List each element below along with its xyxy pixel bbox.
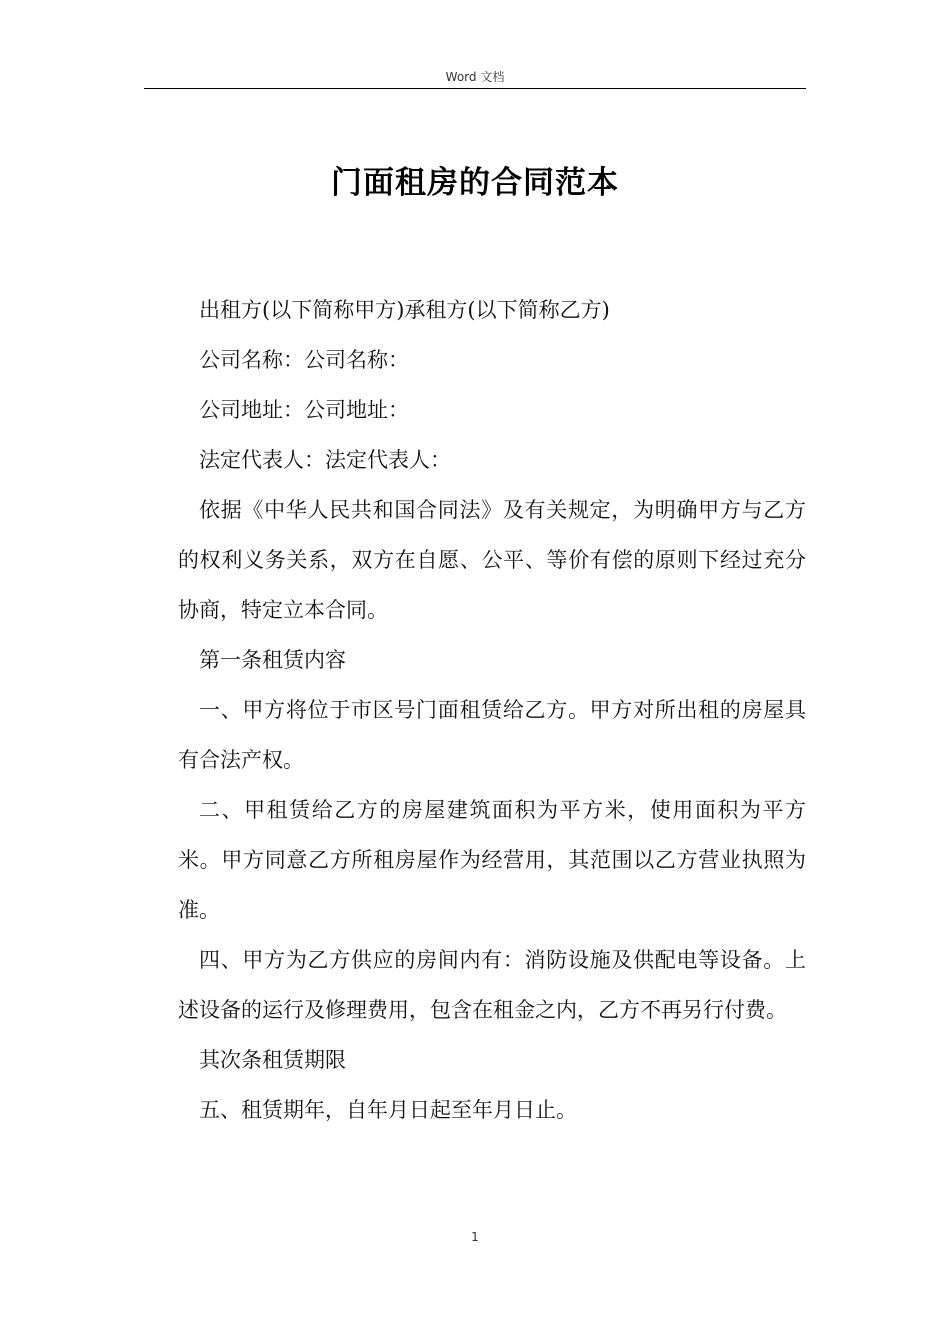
paragraph-clause-5: 五、租赁期年，自年月日起至年月日止。 (199, 1098, 577, 1122)
paragraph-legal-representative: 法定代表人：法定代表人： (199, 448, 451, 472)
paragraph-parties: 出租方(以下简称甲方)承租方(以下简称乙方) (199, 298, 610, 322)
page-header: Word 文档 (445, 70, 505, 84)
document-body (178, 285, 806, 1135)
page-number: 1 (471, 1230, 479, 1244)
paragraph-clause-1: 一、甲方将位于市区号门面租赁给乙方。甲方对所出租的房屋具有合法产权。 (178, 698, 806, 772)
paragraph-company-address: 公司地址：公司地址： (199, 398, 409, 422)
paragraph-company-name: 公司名称：公司名称： (199, 348, 409, 372)
paragraph-preamble: 依据《中华人民共和国合同法》及有关规定，为明确甲方与乙方的权利义务关系，双方在自愿、公平、等价有偿的原则下经过充分协商，特定立本合同。 (178, 498, 806, 622)
document-title: 门面租房的合同范本 (331, 165, 619, 201)
header-divider (144, 88, 806, 89)
section-heading-lease-term: 其次条租赁期限 (199, 1048, 346, 1072)
paragraph-clause-4: 四、甲方为乙方供应的房间内有：消防设施及供配电等设备。上述设备的运行及修理费用，包含在租金之内，乙方不再另行付费。 (178, 948, 806, 1022)
paragraph-clause-2: 二、甲租赁给乙方的房屋建筑面积为平方米，使用面积为平方米。甲方同意乙方所租房屋作为经营用，其范围以乙方营业执照为准。 (178, 798, 806, 922)
section-heading-lease-content: 第一条租赁内容 (199, 648, 346, 672)
